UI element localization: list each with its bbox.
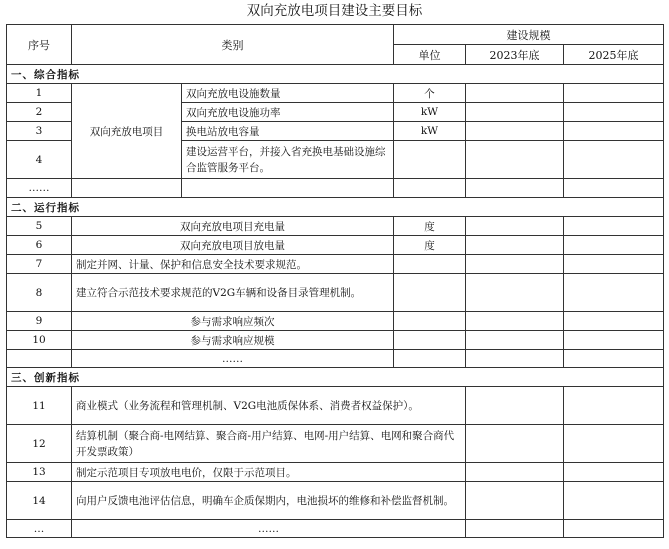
row-unit: 个: [394, 84, 466, 103]
table-row: [7, 312, 664, 331]
cell-2025: [564, 255, 664, 274]
row-unit: [394, 274, 466, 312]
row-number: 1: [7, 84, 72, 103]
group-label: 双向充放电项目: [72, 84, 182, 179]
row-item: 参与需求响应频次: [72, 312, 394, 331]
table-row: [7, 84, 664, 103]
row-item: 向用户反馈电池评估信息，明确车企质保期内，电池损坏的维修和补偿监督机制。: [72, 482, 466, 520]
row-item: 双向充放电项目放电量: [72, 236, 394, 255]
table-row: [7, 179, 664, 198]
cell-2023: [466, 520, 564, 538]
header-category: 类别: [72, 25, 394, 65]
row-unit: [394, 331, 466, 350]
row-number: 4: [7, 141, 72, 179]
table-row: [7, 425, 664, 463]
cell-2023: [466, 103, 564, 122]
cell-2023: [466, 122, 564, 141]
table-row: [7, 482, 664, 520]
section-title-general: 一、综合指标: [7, 65, 664, 84]
cell-2023: [466, 84, 564, 103]
row-number: 14: [7, 482, 72, 520]
section-title-innovation: 三、创新指标: [7, 368, 664, 387]
cell-2025: [564, 482, 664, 520]
cell-2025: [564, 84, 664, 103]
row-item: 双向充放电项目充电量: [72, 217, 394, 236]
header-seq: 序号: [7, 25, 72, 65]
cell-2025: [564, 122, 664, 141]
row-unit: [394, 312, 466, 331]
cell-2025: [564, 312, 664, 331]
table-row: [7, 387, 664, 425]
row-item-ellipsis: ……: [72, 350, 394, 368]
row-item: 制定示范项目专项放电电价，仅限于示范项目。: [72, 463, 466, 482]
row-number: 12: [7, 425, 72, 463]
cell-2025: [564, 463, 664, 482]
cell-2025: [564, 520, 664, 538]
cell-2025: [564, 350, 664, 368]
table-row: [7, 350, 664, 368]
cell-2025: [564, 274, 664, 312]
group-cell: [72, 179, 182, 198]
row-unit: 度: [394, 217, 466, 236]
row-item: 结算机制（聚合商-电网结算、聚合商-用户结算、电网-用户结算、电网和聚合商代开发票政策）: [72, 425, 466, 463]
cell-2025: [564, 236, 664, 255]
row-item: 参与需求响应规模: [72, 331, 394, 350]
row-item: 双向充放电设施功率: [182, 103, 394, 122]
row-number: 11: [7, 387, 72, 425]
row-item: 双向充放电设施数量: [182, 84, 394, 103]
cell-2023: [466, 350, 564, 368]
cell-2023: [466, 217, 564, 236]
row-unit: [394, 179, 466, 198]
header-scale: 建设规模: [394, 25, 664, 45]
row-number: 8: [7, 274, 72, 312]
cell-2025: [564, 217, 664, 236]
row-number: 7: [7, 255, 72, 274]
row-item: 建设运营平台，并接入省充换电基础设施综合监管服务平台。: [182, 141, 394, 179]
row-number: 9: [7, 312, 72, 331]
table-row: [7, 520, 664, 538]
row-number: 3: [7, 122, 72, 141]
cell-2023: [466, 425, 564, 463]
row-number-ellipsis: ……: [7, 179, 72, 198]
row-item: 建立符合示范技术要求规范的V2G车辆和设备目录管理机制。: [72, 274, 394, 312]
cell-2023: [466, 274, 564, 312]
targets-table: [6, 24, 664, 538]
row-number-ellipsis: …: [7, 520, 72, 538]
cell-2025: [564, 103, 664, 122]
cell-2023: [466, 312, 564, 331]
section-title-operation: 二、运行指标: [7, 198, 664, 217]
cell-2023: [466, 179, 564, 198]
header-unit: 单位: [394, 45, 466, 65]
row-number: [7, 350, 72, 368]
cell-2023: [466, 463, 564, 482]
cell-2025: [564, 387, 664, 425]
row-unit: kW: [394, 122, 466, 141]
cell-2023: [466, 331, 564, 350]
table-row: [7, 331, 664, 350]
row-unit: [394, 350, 466, 368]
row-number: 10: [7, 331, 72, 350]
row-number: 2: [7, 103, 72, 122]
row-unit: [394, 141, 466, 179]
row-unit: [394, 255, 466, 274]
row-number: 6: [7, 236, 72, 255]
cell-2023: [466, 482, 564, 520]
cell-2023: [466, 255, 564, 274]
row-item: 制定并网、计量、保护和信息安全技术要求规范。: [72, 255, 394, 274]
table-row: [7, 255, 664, 274]
header-row: [7, 25, 664, 45]
table-row: [7, 217, 664, 236]
table-row: [7, 236, 664, 255]
row-item: 换电站放电容量: [182, 122, 394, 141]
row-unit: 度: [394, 236, 466, 255]
table-row: [7, 274, 664, 312]
cell-2025: [564, 331, 664, 350]
cell-2025: [564, 141, 664, 179]
row-item-ellipsis: ……: [72, 520, 466, 538]
row-number: 13: [7, 463, 72, 482]
row-item: [182, 179, 394, 198]
cell-2023: [466, 387, 564, 425]
row-number: 5: [7, 217, 72, 236]
cell-2025: [564, 179, 664, 198]
section-row: [7, 65, 664, 84]
table-row: [7, 463, 664, 482]
row-unit: kW: [394, 103, 466, 122]
cell-2025: [564, 425, 664, 463]
header-2025: 2025年底: [564, 45, 664, 65]
row-item: 商业模式（业务流程和管理机制、V2G电池质保体系、消费者权益保护）。: [72, 387, 466, 425]
section-row: [7, 368, 664, 387]
header-2023: 2023年底: [466, 45, 564, 65]
document-title: 双向充放电项目建设主要目标: [246, 3, 423, 19]
section-row: [7, 198, 664, 217]
cell-2023: [466, 141, 564, 179]
cell-2023: [466, 236, 564, 255]
